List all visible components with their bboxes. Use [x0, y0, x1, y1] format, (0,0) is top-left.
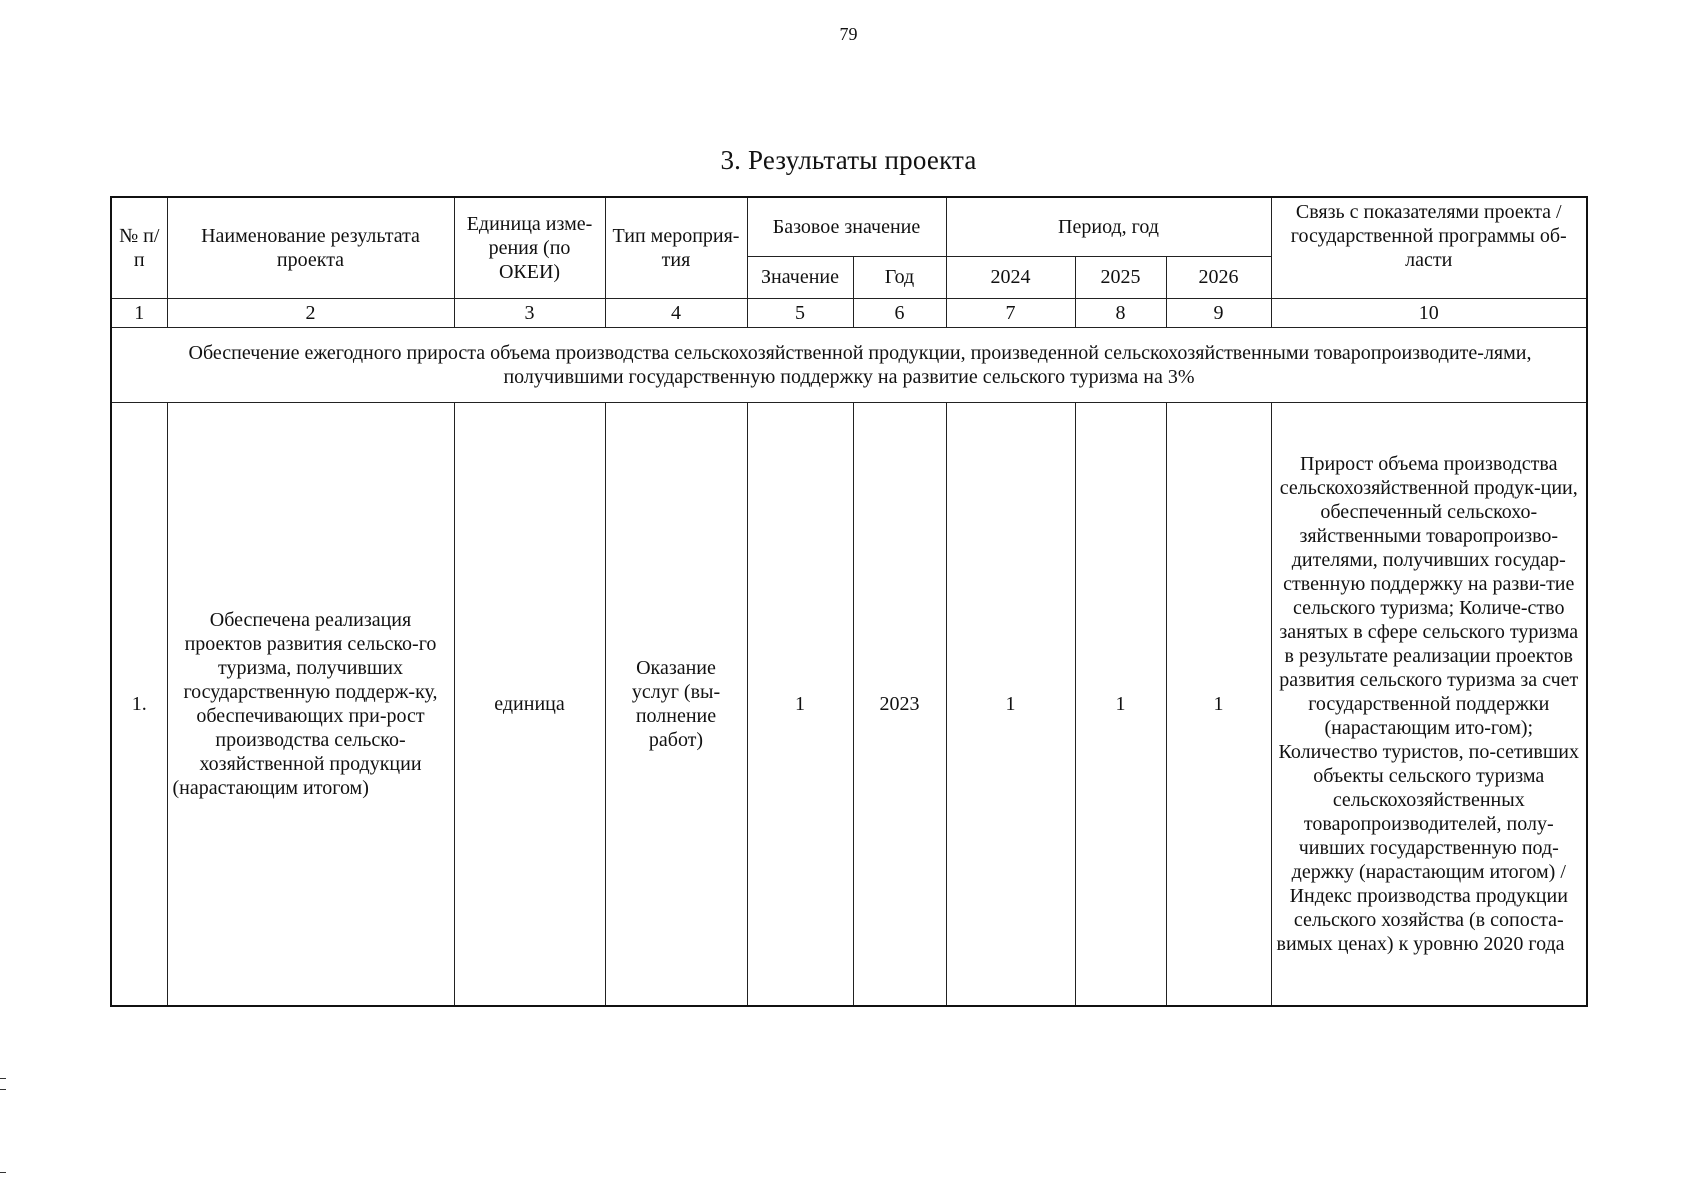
unit-cell: единица [454, 402, 605, 1006]
header-2025: 2025 [1075, 256, 1166, 298]
table-row [111, 402, 1587, 1006]
base-value-cell: 1 [747, 402, 853, 1006]
column-number-row [111, 298, 1587, 327]
section-title: Обеспечение ежегодного прироста объема производства сельскохозяйственной продукции, произведенной сельскохозяйственными товаропроизводите-лями, получившими государственную поддержку на развитие сельского туризма на 3% [111, 327, 1587, 402]
header-base: Базовое значение [747, 197, 946, 256]
margin-mark [0, 1078, 6, 1090]
header-type: Тип мероприя-тия [605, 197, 747, 298]
header-unit: Единица изме-рения (по ОКЕИ) [454, 197, 605, 298]
margin-mark [0, 1172, 6, 1173]
indicator-link-cell: Прирост объема производства сельскохозяйственной продук-ции, обеспеченный сельскохо-зяйственными товаропроизво-дителями, получивших государ-ственную поддержку на разви-тие сельского туризма; Количе-ство занятых в сфере сельского туризма в результате реализации проектов развития сельского туризма за счет государственной поддержки (нарастающим ито-гом); Количество туристов, по-сетивших объекты сельского туризма сельскохозяйственных товаропроизводителей, полу-чивших государственную под-держку (нарастающим итогом) / Индекс производства продукции сельского хозяйства (в сопоста-вимых ценах) к уровню 2020 года [1271, 402, 1587, 1006]
column-number: 9 [1166, 298, 1271, 327]
row-number: 1. [111, 402, 167, 1006]
document-title: 3. Результаты проекта [720, 145, 977, 175]
header-period: Период, год [946, 197, 1271, 256]
event-type-cell: Оказание услуг (вы-полнение работ) [605, 402, 747, 1006]
header-link: Связь с показателями проекта / государственной программы об-ласти [1271, 197, 1587, 298]
header-2024: 2024 [946, 256, 1075, 298]
header-no: № п/п [111, 197, 167, 298]
result-name: Обеспечена реализация проектов развития сельско-го туризма, получивших государственную поддерж-ку, обеспечивающих при-рост производства сельско-хозяйственной продукции (нарастающим итогом) [167, 402, 454, 1006]
column-number: 4 [605, 298, 747, 327]
column-number: 2 [167, 298, 454, 327]
page-number: 79 [839, 24, 858, 44]
column-number: 10 [1271, 298, 1587, 327]
column-number: 8 [1075, 298, 1166, 327]
header-2026: 2026 [1166, 256, 1271, 298]
column-number: 3 [454, 298, 605, 327]
header-row [111, 197, 1587, 256]
section-row [111, 327, 1587, 402]
column-number: 6 [853, 298, 946, 327]
value-2026-cell: 1 [1166, 402, 1271, 1006]
header-base-year: Год [853, 256, 946, 298]
column-number: 5 [747, 298, 853, 327]
header-base-value: Значение [747, 256, 853, 298]
column-number: 7 [946, 298, 1075, 327]
base-year-cell: 2023 [853, 402, 946, 1006]
header-name: Наименование результата проекта [167, 197, 454, 298]
column-number: 1 [111, 298, 167, 327]
results-table [110, 196, 1588, 1007]
value-2025-cell: 1 [1075, 402, 1166, 1006]
value-2024-cell: 1 [946, 402, 1075, 1006]
